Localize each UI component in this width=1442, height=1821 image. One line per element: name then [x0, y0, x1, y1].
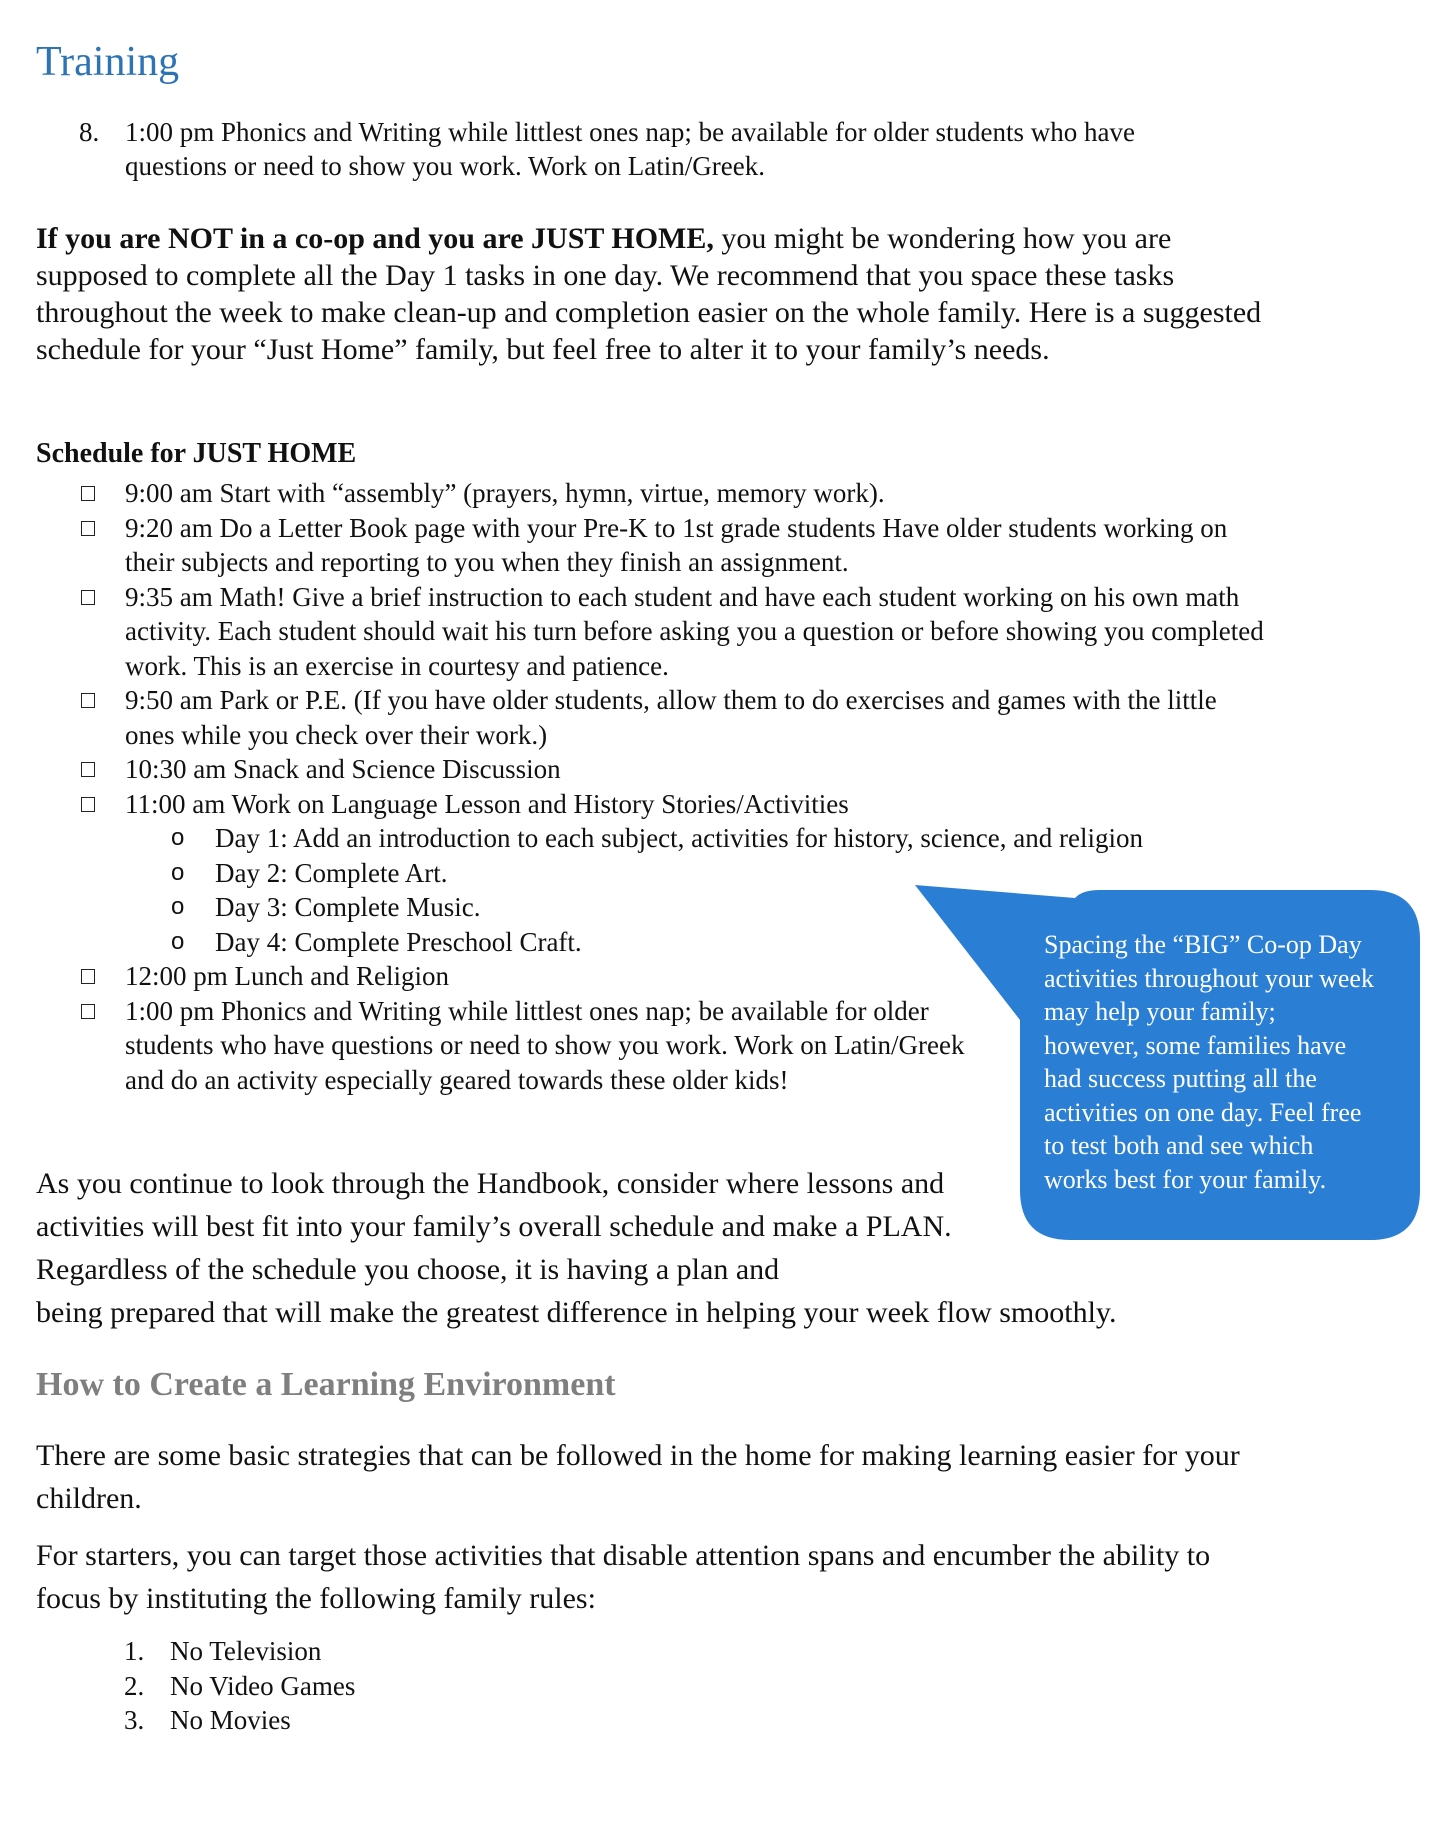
rule-text: No Television: [170, 1636, 322, 1666]
handbook-line-1: As you continue to look through the Handbook, consider where lessons and activities will best fit into your family’s overall schedule and make a PLAN. Regardless of the schedule you choose, it is having a plan and: [36, 1167, 952, 1286]
schedule-item: [125, 994, 965, 1098]
checkbox-icon[interactable]: [81, 762, 95, 777]
item-text: 1:00 pm Phonics and Writing while littlest ones nap; be available for older students who have questions or need to show you work. Work on Latin/Greek.: [125, 117, 1135, 181]
handbook-paragraph: [36, 1162, 1276, 1334]
handbook-line-2: being prepared that will make the greatest difference in helping your week flow smoothly.: [36, 1296, 1117, 1329]
circle-bullet-icon: o: [171, 858, 185, 886]
family-rule: [124, 1669, 356, 1704]
checkbox-icon[interactable]: [81, 521, 95, 536]
rule-text: No Video Games: [170, 1670, 356, 1701]
item-number: 8.: [79, 117, 100, 147]
day-subitem-text: Day 3: Complete Music.: [215, 892, 481, 922]
schedule-item-text: 10:30 am Snack and Science Discussion: [125, 754, 561, 784]
strategies-paragraph: There are some basic strategies that can be followed in the home for making learning easier for your children.: [36, 1439, 1240, 1515]
intro-bold: If you are NOT in a co-op and you are JUST HOME,: [36, 222, 714, 255]
checkbox-icon[interactable]: [81, 486, 95, 501]
schedule-item: [125, 476, 1265, 511]
numbered-item-8: [79, 115, 1225, 183]
intro-rest: you might be wondering how you are supposed to complete all the Day 1 tasks in one day. We recommend that you space these tasks throughout the week to make clean-up and completion easier on the whole family. Here is a suggested schedule for your “Just Home” family, but feel free to alter it to your family’s needs.: [36, 222, 1262, 366]
learning-environment-heading: How to Create a Learning Environment: [36, 1366, 616, 1403]
schedule-item: [125, 511, 1265, 580]
circle-bullet-icon: o: [171, 927, 185, 955]
rule-number: 1.: [124, 1636, 145, 1666]
callout-text: Spacing the “BIG” Co-op Day activities throughout your week may help your family; however, some families have had success putting all the activities on one day. Feel free to test both and see which works best for your family.: [1044, 930, 1374, 1194]
circle-bullet-icon: o: [171, 824, 185, 851]
schedule-item-text: 1:00 pm Phonics and Writing while littlest ones nap; be available for older students who have questions or need to show you work. Work on Latin/Greek and do an activity especially geared towards these older kids!: [125, 995, 965, 1095]
checkbox-icon[interactable]: [81, 693, 95, 708]
rule-number: 3.: [124, 1705, 145, 1735]
rule-number: 2.: [124, 1670, 145, 1701]
schedule-item: [125, 683, 1265, 752]
family-rules-list: [124, 1634, 356, 1738]
checkbox-icon[interactable]: [81, 590, 95, 605]
family-rule: [124, 1703, 355, 1738]
schedule-item: [125, 580, 1265, 684]
section-title: Training: [36, 39, 180, 85]
day-subitem: [171, 821, 1265, 856]
family-rule: [124, 1634, 355, 1669]
intro-paragraph: [36, 220, 1276, 368]
rule-text: No Movies: [170, 1705, 291, 1735]
day-subitem-text: Day 4: Complete Preschool Craft.: [215, 926, 582, 957]
schedule-item: [125, 752, 1265, 787]
schedule-item-text: 9:20 am Do a Letter Book page with your Pre-K to 1st grade students Have older students working on their subjects and reporting to you when they finish an assignment.: [125, 512, 1228, 577]
starters-paragraph: For starters, you can target those activities that disable attention spans and encumber the ability to focus by instituting the following family rules:: [36, 1539, 1211, 1615]
checkbox-icon[interactable]: [81, 969, 95, 984]
day-subitem-text: Day 1: Add an introduction to each subject, activities for history, science, and religion: [215, 823, 1143, 853]
schedule-item-text: 9:50 am Park or P.E. (If you have older students, allow them to do exercises and games with the little ones while you check over their work.): [125, 685, 1217, 750]
schedule-item-text: 9:35 am Math! Give a brief instruction to each student and have each student working on his own math activity. Each student should wait his turn before asking you a question or before showing you completed work. This is an exercise in courtesy and patience.: [125, 581, 1264, 681]
schedule-item-text: 9:00 am Start with “assembly” (prayers, hymn, virtue, memory work).: [125, 478, 885, 508]
schedule-item-text: 11:00 am Work on Language Lesson and History Stories/Activities: [125, 788, 849, 819]
checkbox-icon[interactable]: [81, 1004, 95, 1019]
schedule-item-text: 12:00 pm Lunch and Religion: [125, 961, 449, 991]
checkbox-icon[interactable]: [81, 797, 95, 812]
circle-bullet-icon: o: [171, 893, 185, 920]
day-subitem-text: Day 2: Complete Art.: [215, 857, 448, 888]
schedule-heading: Schedule for JUST HOME: [36, 438, 357, 469]
